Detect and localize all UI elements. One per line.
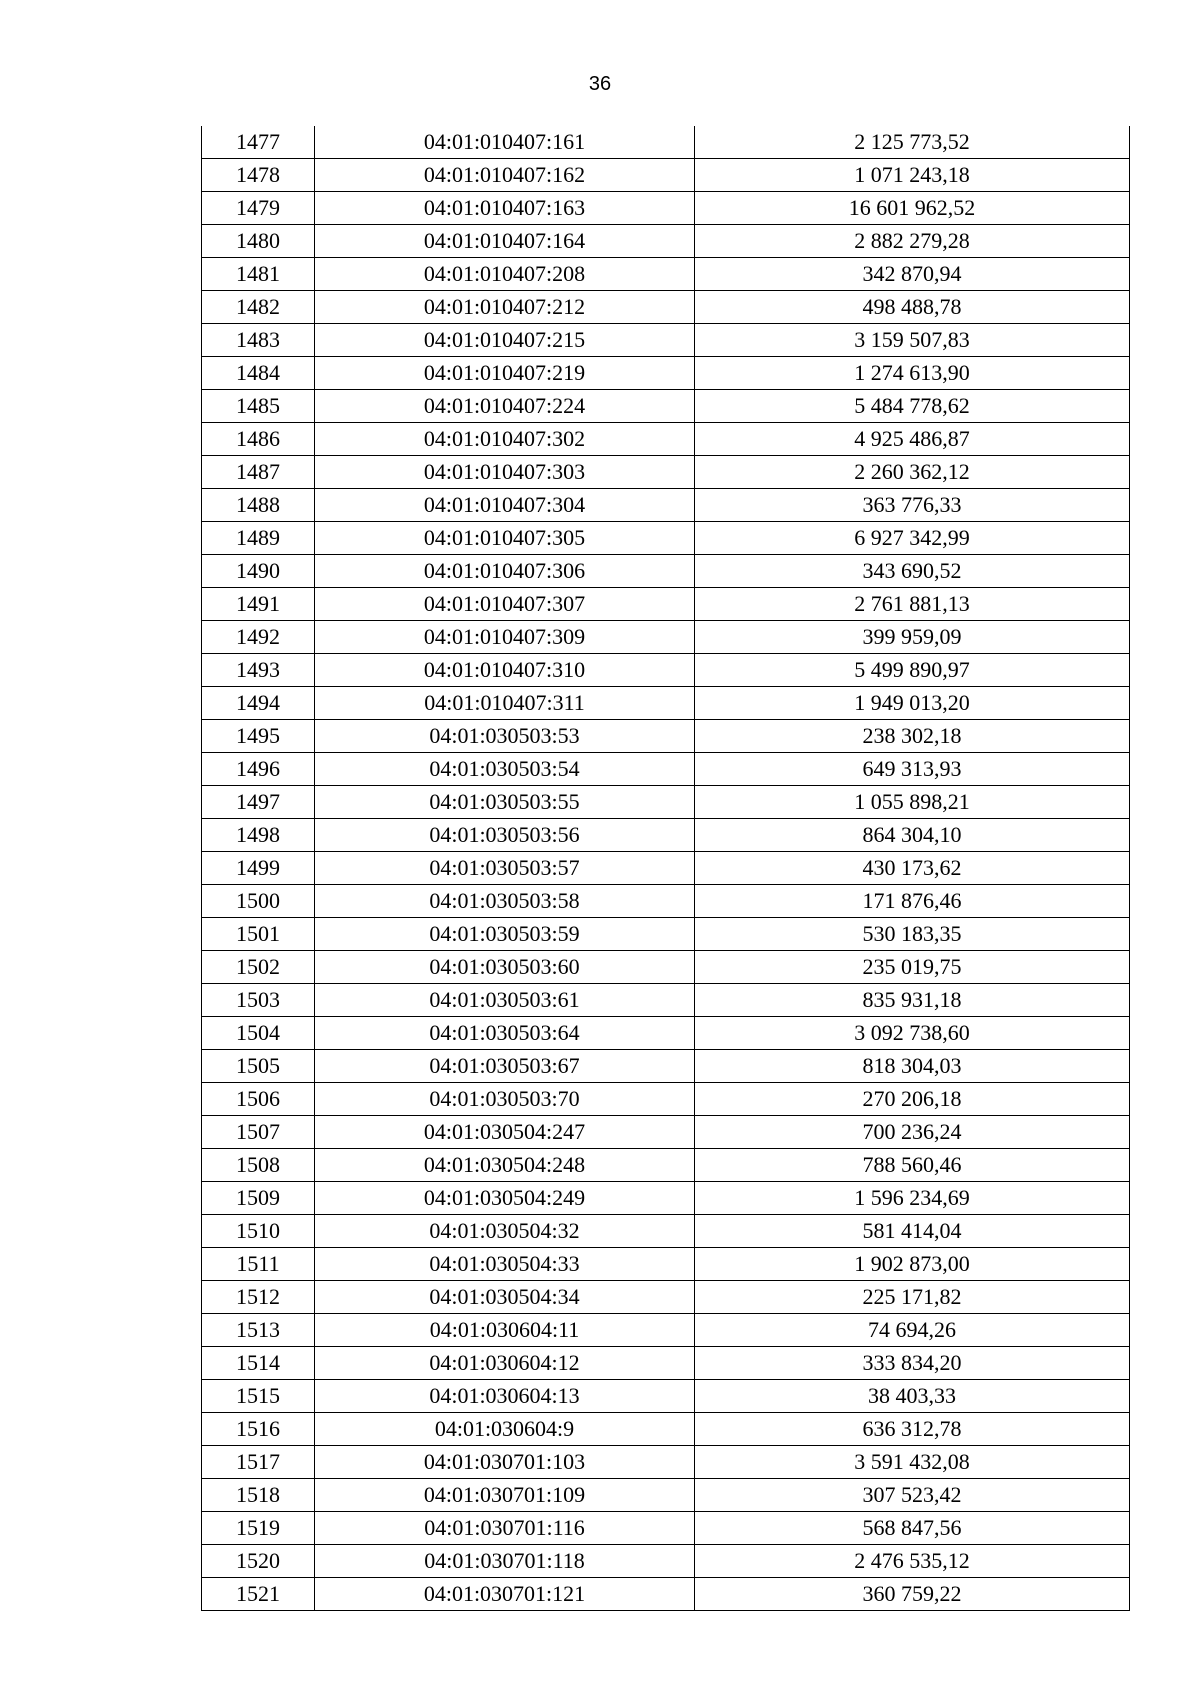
cadastral-number-cell: 04:01:030503:54 — [315, 753, 695, 786]
cadastral-number-cell: 04:01:010407:161 — [315, 126, 695, 159]
row-number-cell: 1513 — [202, 1314, 315, 1347]
cadastral-number-cell: 04:01:030503:61 — [315, 984, 695, 1017]
cadastral-number-cell: 04:01:010407:305 — [315, 522, 695, 555]
table-row — [202, 159, 1130, 192]
cadastral-number-cell: 04:01:010407:163 — [315, 192, 695, 225]
row-number-cell: 1481 — [202, 258, 315, 291]
row-number-cell: 1493 — [202, 654, 315, 687]
value-cell: 3 591 432,08 — [695, 1446, 1130, 1479]
table-row — [202, 654, 1130, 687]
table-body — [202, 126, 1130, 1611]
table-row — [202, 258, 1130, 291]
value-cell: 235 019,75 — [695, 951, 1130, 984]
row-number-cell: 1489 — [202, 522, 315, 555]
cadastral-number-cell: 04:01:030503:67 — [315, 1050, 695, 1083]
value-cell: 700 236,24 — [695, 1116, 1130, 1149]
cadastral-number-cell: 04:01:030503:59 — [315, 918, 695, 951]
table-row — [202, 1017, 1130, 1050]
cadastral-number-cell: 04:01:010407:164 — [315, 225, 695, 258]
cadastral-number-cell: 04:01:010407:212 — [315, 291, 695, 324]
table-row — [202, 1413, 1130, 1446]
table-row — [202, 423, 1130, 456]
cadastral-number-cell: 04:01:030503:64 — [315, 1017, 695, 1050]
cadastral-number-cell: 04:01:010407:208 — [315, 258, 695, 291]
row-number-cell: 1517 — [202, 1446, 315, 1479]
cadastral-number-cell: 04:01:010407:302 — [315, 423, 695, 456]
table-row — [202, 753, 1130, 786]
value-cell: 270 206,18 — [695, 1083, 1130, 1116]
cadastral-number-cell: 04:01:030701:109 — [315, 1479, 695, 1512]
table-row — [202, 522, 1130, 555]
table-row — [202, 621, 1130, 654]
table-row — [202, 1512, 1130, 1545]
value-cell: 5 484 778,62 — [695, 390, 1130, 423]
cadastral-number-cell: 04:01:010407:162 — [315, 159, 695, 192]
value-cell: 2 260 362,12 — [695, 456, 1130, 489]
row-number-cell: 1486 — [202, 423, 315, 456]
table-row — [202, 357, 1130, 390]
table-row — [202, 126, 1130, 159]
value-cell: 649 313,93 — [695, 753, 1130, 786]
value-cell: 568 847,56 — [695, 1512, 1130, 1545]
table-row — [202, 984, 1130, 1017]
table-row — [202, 687, 1130, 720]
cadastral-number-cell: 04:01:030504:247 — [315, 1116, 695, 1149]
cadastral-number-cell: 04:01:030503:57 — [315, 852, 695, 885]
table-row — [202, 489, 1130, 522]
value-cell: 864 304,10 — [695, 819, 1130, 852]
cadastral-number-cell: 04:01:030503:53 — [315, 720, 695, 753]
table-row — [202, 456, 1130, 489]
table-row — [202, 918, 1130, 951]
cadastral-number-cell: 04:01:030503:70 — [315, 1083, 695, 1116]
value-cell: 74 694,26 — [695, 1314, 1130, 1347]
row-number-cell: 1490 — [202, 555, 315, 588]
row-number-cell: 1520 — [202, 1545, 315, 1578]
row-number-cell: 1491 — [202, 588, 315, 621]
value-cell: 2 761 881,13 — [695, 588, 1130, 621]
table-row — [202, 1347, 1130, 1380]
value-cell: 16 601 962,52 — [695, 192, 1130, 225]
table-row — [202, 324, 1130, 357]
value-cell: 530 183,35 — [695, 918, 1130, 951]
row-number-cell: 1514 — [202, 1347, 315, 1380]
table-row — [202, 819, 1130, 852]
value-cell: 6 927 342,99 — [695, 522, 1130, 555]
value-cell: 1 902 873,00 — [695, 1248, 1130, 1281]
value-cell: 171 876,46 — [695, 885, 1130, 918]
cadastral-number-cell: 04:01:030604:11 — [315, 1314, 695, 1347]
cadastral-number-cell: 04:01:030604:12 — [315, 1347, 695, 1380]
table-row — [202, 192, 1130, 225]
table-row — [202, 291, 1130, 324]
value-cell: 5 499 890,97 — [695, 654, 1130, 687]
table-row — [202, 1083, 1130, 1116]
table-row — [202, 1248, 1130, 1281]
value-cell: 360 759,22 — [695, 1578, 1130, 1611]
row-number-cell: 1492 — [202, 621, 315, 654]
value-cell: 498 488,78 — [695, 291, 1130, 324]
cadastral-number-cell: 04:01:030504:33 — [315, 1248, 695, 1281]
cadastral-number-cell: 04:01:030503:60 — [315, 951, 695, 984]
table-row — [202, 1182, 1130, 1215]
table-row — [202, 852, 1130, 885]
table-row — [202, 1578, 1130, 1611]
row-number-cell: 1512 — [202, 1281, 315, 1314]
value-cell: 307 523,42 — [695, 1479, 1130, 1512]
table-row — [202, 555, 1130, 588]
cadastral-number-cell: 04:01:030504:32 — [315, 1215, 695, 1248]
cadastral-number-cell: 04:01:030604:13 — [315, 1380, 695, 1413]
row-number-cell: 1506 — [202, 1083, 315, 1116]
table-row — [202, 1050, 1130, 1083]
cadastral-number-cell: 04:01:030503:58 — [315, 885, 695, 918]
cadastral-number-cell: 04:01:010407:215 — [315, 324, 695, 357]
value-cell: 342 870,94 — [695, 258, 1130, 291]
cadastral-number-cell: 04:01:030604:9 — [315, 1413, 695, 1446]
row-number-cell: 1515 — [202, 1380, 315, 1413]
row-number-cell: 1510 — [202, 1215, 315, 1248]
cadastral-number-cell: 04:01:010407:303 — [315, 456, 695, 489]
cadastral-number-cell: 04:01:010407:307 — [315, 588, 695, 621]
row-number-cell: 1480 — [202, 225, 315, 258]
cadastral-number-cell: 04:01:010407:219 — [315, 357, 695, 390]
cadastral-number-cell: 04:01:030701:116 — [315, 1512, 695, 1545]
row-number-cell: 1516 — [202, 1413, 315, 1446]
cadastral-number-cell: 04:01:010407:224 — [315, 390, 695, 423]
row-number-cell: 1518 — [202, 1479, 315, 1512]
value-cell: 225 171,82 — [695, 1281, 1130, 1314]
row-number-cell: 1496 — [202, 753, 315, 786]
cadastral-number-cell: 04:01:010407:309 — [315, 621, 695, 654]
row-number-cell: 1519 — [202, 1512, 315, 1545]
value-cell: 4 925 486,87 — [695, 423, 1130, 456]
row-number-cell: 1499 — [202, 852, 315, 885]
table-row — [202, 885, 1130, 918]
value-cell: 1 071 243,18 — [695, 159, 1130, 192]
value-cell: 3 092 738,60 — [695, 1017, 1130, 1050]
cadastral-number-cell: 04:01:030504:34 — [315, 1281, 695, 1314]
cadastral-number-cell: 04:01:010407:306 — [315, 555, 695, 588]
cadastral-number-cell: 04:01:030701:103 — [315, 1446, 695, 1479]
row-number-cell: 1498 — [202, 819, 315, 852]
value-cell: 581 414,04 — [695, 1215, 1130, 1248]
value-cell: 399 959,09 — [695, 621, 1130, 654]
value-cell: 1 596 234,69 — [695, 1182, 1130, 1215]
value-cell: 38 403,33 — [695, 1380, 1130, 1413]
value-cell: 1 055 898,21 — [695, 786, 1130, 819]
cadastral-number-cell: 04:01:030504:248 — [315, 1149, 695, 1182]
value-cell: 1 949 013,20 — [695, 687, 1130, 720]
table-row — [202, 390, 1130, 423]
cadastral-value-table — [201, 126, 1130, 1611]
row-number-cell: 1487 — [202, 456, 315, 489]
row-number-cell: 1501 — [202, 918, 315, 951]
table-row — [202, 1116, 1130, 1149]
value-cell: 363 776,33 — [695, 489, 1130, 522]
table-row — [202, 786, 1130, 819]
row-number-cell: 1488 — [202, 489, 315, 522]
row-number-cell: 1509 — [202, 1182, 315, 1215]
cadastral-number-cell: 04:01:030504:249 — [315, 1182, 695, 1215]
row-number-cell: 1511 — [202, 1248, 315, 1281]
table-row — [202, 225, 1130, 258]
value-cell: 3 159 507,83 — [695, 324, 1130, 357]
row-number-cell: 1507 — [202, 1116, 315, 1149]
value-cell: 818 304,03 — [695, 1050, 1130, 1083]
table-row — [202, 1314, 1130, 1347]
table-row — [202, 951, 1130, 984]
cadastral-number-cell: 04:01:030701:121 — [315, 1578, 695, 1611]
row-number-cell: 1504 — [202, 1017, 315, 1050]
row-number-cell: 1505 — [202, 1050, 315, 1083]
row-number-cell: 1500 — [202, 885, 315, 918]
table-row — [202, 1215, 1130, 1248]
value-cell: 2 882 279,28 — [695, 225, 1130, 258]
value-cell: 238 302,18 — [695, 720, 1130, 753]
row-number-cell: 1497 — [202, 786, 315, 819]
cadastral-number-cell: 04:01:010407:310 — [315, 654, 695, 687]
row-number-cell: 1495 — [202, 720, 315, 753]
row-number-cell: 1484 — [202, 357, 315, 390]
cadastral-number-cell: 04:01:010407:311 — [315, 687, 695, 720]
table-row — [202, 1380, 1130, 1413]
value-cell: 2 125 773,52 — [695, 126, 1130, 159]
row-number-cell: 1503 — [202, 984, 315, 1017]
value-cell: 788 560,46 — [695, 1149, 1130, 1182]
value-cell: 2 476 535,12 — [695, 1545, 1130, 1578]
value-cell: 343 690,52 — [695, 555, 1130, 588]
row-number-cell: 1521 — [202, 1578, 315, 1611]
cadastral-number-cell: 04:01:010407:304 — [315, 489, 695, 522]
row-number-cell: 1483 — [202, 324, 315, 357]
value-cell: 430 173,62 — [695, 852, 1130, 885]
cadastral-number-cell: 04:01:030701:118 — [315, 1545, 695, 1578]
row-number-cell: 1479 — [202, 192, 315, 225]
row-number-cell: 1502 — [202, 951, 315, 984]
table-row — [202, 1281, 1130, 1314]
row-number-cell: 1482 — [202, 291, 315, 324]
row-number-cell: 1478 — [202, 159, 315, 192]
row-number-cell: 1494 — [202, 687, 315, 720]
row-number-cell: 1485 — [202, 390, 315, 423]
table-row — [202, 1149, 1130, 1182]
value-cell: 1 274 613,90 — [695, 357, 1130, 390]
table-row — [202, 1479, 1130, 1512]
cadastral-number-cell: 04:01:030503:56 — [315, 819, 695, 852]
table-row — [202, 720, 1130, 753]
page-number: 36 — [588, 73, 612, 95]
table-row — [202, 588, 1130, 621]
table-row — [202, 1545, 1130, 1578]
value-cell: 835 931,18 — [695, 984, 1130, 1017]
row-number-cell: 1477 — [202, 126, 315, 159]
cadastral-number-cell: 04:01:030503:55 — [315, 786, 695, 819]
value-cell: 636 312,78 — [695, 1413, 1130, 1446]
table-row — [202, 1446, 1130, 1479]
row-number-cell: 1508 — [202, 1149, 315, 1182]
value-cell: 333 834,20 — [695, 1347, 1130, 1380]
